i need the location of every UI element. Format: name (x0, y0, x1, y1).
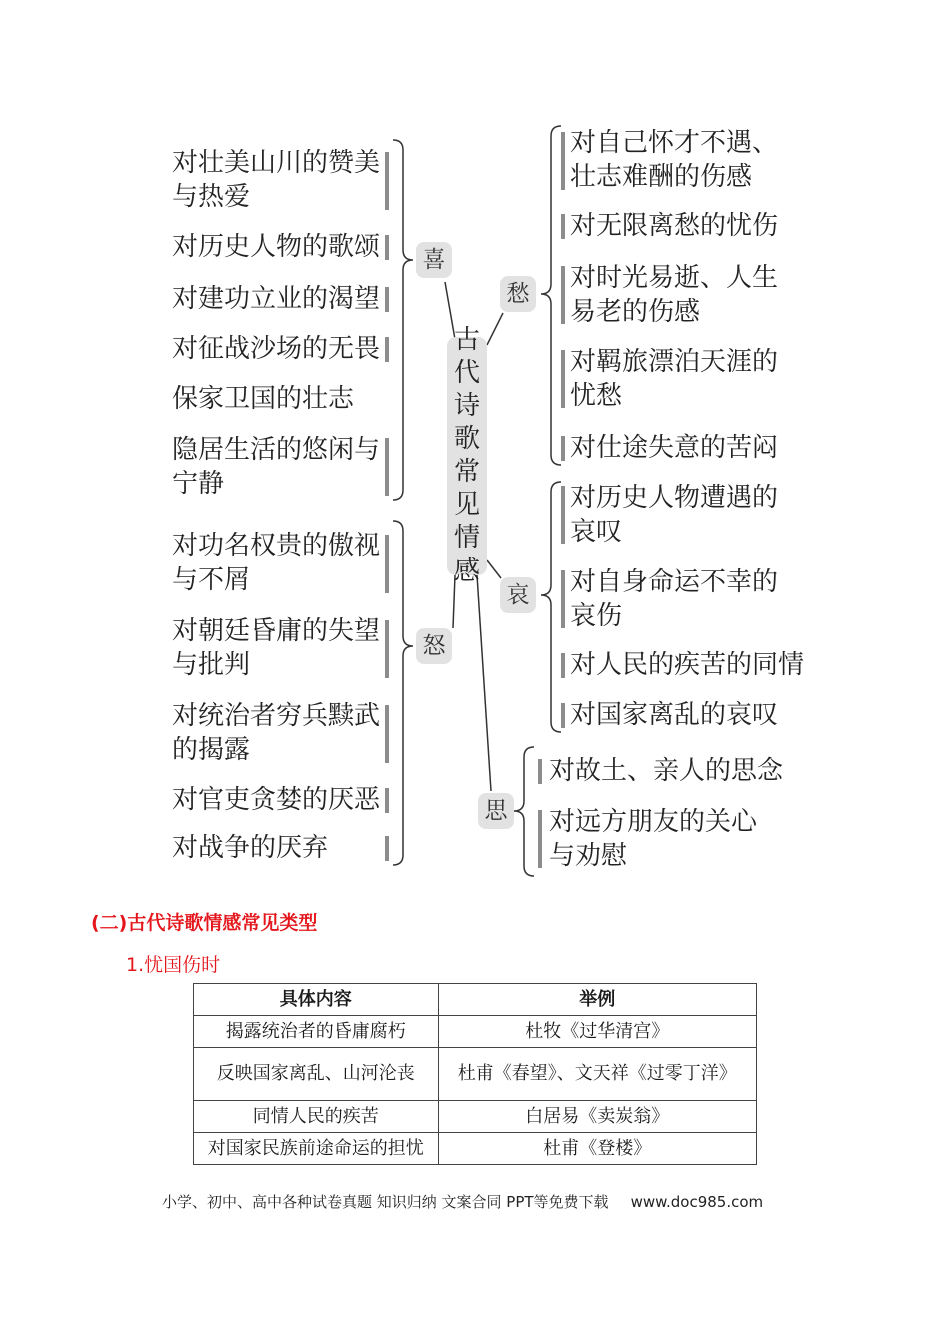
brace-si (514, 747, 534, 876)
table-header-example: 举例 (438, 984, 756, 1016)
brace-nu (393, 521, 413, 865)
chou-bar-2 (561, 214, 565, 239)
chou-bar-4 (561, 350, 565, 408)
nu-bar-5 (385, 836, 389, 861)
ai-item-3: 对人民的疾苦的同情 (570, 650, 805, 680)
ai-item-2: 对自身命运不幸的 哀伤 (570, 567, 779, 631)
table-cell-example: 白居易《卖炭翁》 (438, 1101, 756, 1133)
sub-heading: 1.忧国伤时 (126, 954, 221, 976)
ai-bar-2 (561, 570, 565, 628)
nu-bar-3 (385, 705, 389, 763)
table-row (194, 1101, 757, 1133)
chou-bar-1 (561, 132, 565, 190)
nu-item-3: 对统治者穷兵黩武 的揭露 (172, 701, 381, 765)
xi-bar-4 (385, 337, 389, 362)
xi-item-2: 对历史人物的歌颂 (172, 232, 381, 262)
footer-url[interactable]: www.doc985.com (630, 1193, 764, 1211)
xi-item-4: 对征战沙场的无畏 (172, 334, 381, 364)
category-si: 思 (478, 793, 514, 829)
ai-item-4: 对国家离乱的哀叹 (570, 700, 779, 730)
xi-bar-1 (385, 152, 389, 210)
si-item-1: 对故土、亲人的思念 (549, 756, 784, 786)
table-cell-content: 同情人民的疾苦 (194, 1101, 439, 1133)
center-topic-text: 古代诗歌常见情感 (454, 325, 481, 586)
xi-bar-6 (385, 438, 389, 496)
si-item-2: 对远方朋友的关心 与劝慰 (549, 807, 758, 871)
chou-item-1: 对自己怀才不遇、 壮志难酬的伤感 (570, 128, 779, 192)
table-header-content: 具体内容 (194, 984, 439, 1016)
nu-bar-4 (385, 788, 389, 813)
table-cell-content: 反映国家离乱、山河沦丧 (194, 1048, 439, 1101)
nu-item-1: 对功名权贵的傲视 与不屑 (172, 531, 381, 595)
nu-item-4: 对官吏贪婪的厌恶 (172, 785, 381, 815)
ai-bar-1 (561, 486, 565, 544)
xi-item-5: 保家卫国的壮志 (172, 384, 355, 414)
table-cell-content: 揭露统治者的昏庸腐朽 (194, 1016, 439, 1048)
ai-item-1: 对历史人物遭遇的 哀叹 (570, 483, 779, 547)
table-row (194, 1133, 757, 1165)
page-footer (162, 1191, 763, 1212)
section-heading: (二)古代诗歌情感常见类型 (91, 912, 318, 934)
si-bar-1 (538, 759, 542, 784)
table-cell-example: 杜甫《登楼》 (438, 1133, 756, 1165)
connector-chou (487, 313, 503, 345)
chou-item-2: 对无限离愁的忧伤 (570, 211, 779, 241)
nu-bar-2 (385, 620, 389, 678)
chou-bar-5 (561, 436, 565, 461)
table-cell-example: 杜牧《过华清宫》 (438, 1016, 756, 1048)
chou-item-3: 对时光易逝、人生 易老的伤感 (570, 263, 779, 327)
xi-item-1: 对壮美山川的赞美 与热爱 (172, 148, 381, 212)
connector-si (477, 575, 491, 791)
xi-item-6: 隐居生活的悠闲与 宁静 (172, 435, 381, 499)
table-cell-example: 杜甫《春望》、文天祥《过零丁洋》 (438, 1048, 756, 1101)
table-row (194, 1048, 757, 1101)
table-cell-content: 对国家民族前途命运的担忧 (194, 1133, 439, 1165)
category-nu: 怒 (416, 628, 452, 664)
chou-item-4: 对羁旅漂泊天涯的 忧愁 (570, 347, 779, 411)
category-xi: 喜 (416, 242, 452, 278)
brace-ai (541, 482, 561, 732)
ai-bar-4 (561, 703, 565, 728)
xi-item-3: 对建功立业的渴望 (172, 284, 381, 314)
category-chou: 愁 (500, 276, 536, 312)
ai-bar-3 (561, 653, 565, 678)
si-bar-2 (538, 810, 542, 868)
brace-xi (393, 140, 413, 500)
nu-item-5: 对战争的厌弃 (172, 833, 329, 863)
brace-chou (541, 126, 561, 465)
chou-item-5: 对仕途失意的苦闷 (570, 433, 779, 463)
emotion-table (193, 983, 757, 1165)
table-header-row (194, 984, 757, 1016)
xi-bar-3 (385, 287, 389, 312)
footer-text: 小学、初中、高中各种试卷真题 知识归纳 文案合同 PPT等免费下载 (162, 1193, 609, 1211)
category-ai: 哀 (500, 577, 536, 613)
xi-bar-2 (385, 235, 389, 260)
chou-bar-3 (561, 266, 565, 324)
nu-bar-1 (385, 535, 389, 593)
center-topic (447, 325, 487, 586)
connector-ai (487, 560, 501, 578)
table-row (194, 1016, 757, 1048)
nu-item-2: 对朝廷昏庸的失望 与批判 (172, 616, 381, 680)
